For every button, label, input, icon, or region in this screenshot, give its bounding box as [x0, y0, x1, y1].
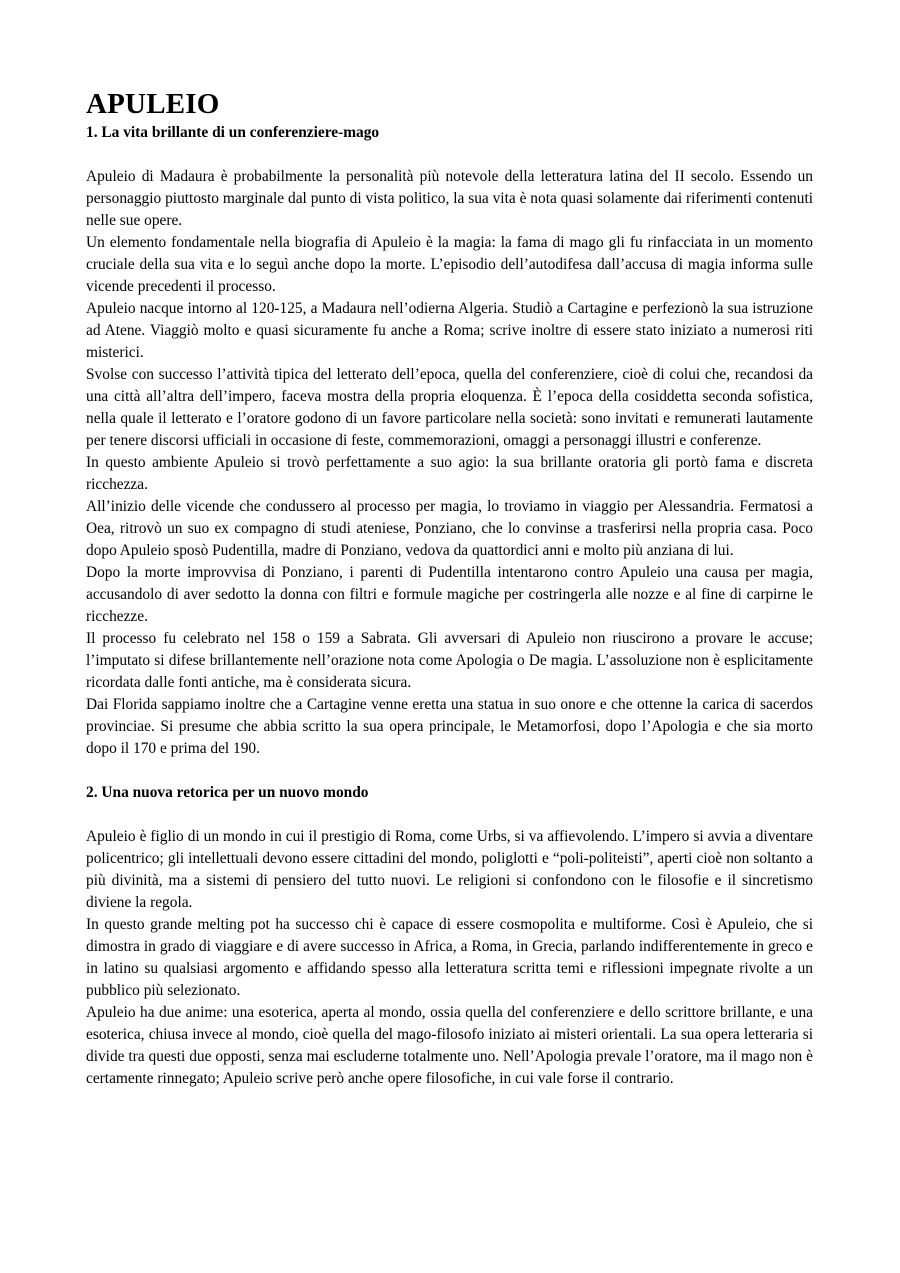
- blank-line: [86, 760, 813, 782]
- blank-line: [86, 144, 813, 166]
- paragraph: Dai Florida sappiamo inoltre che a Cartagine venne eretta una statua in suo onore e che ottenne la carica di sacerdos provinciae. Si presume che abbia scritto la sua opera principale, le Metamorfosi, dopo l’Apologia e che sia morto dopo il 170 e prima del 190.: [86, 696, 813, 757]
- section-vita: [86, 122, 813, 760]
- blank-line: [86, 804, 813, 826]
- document-title: APULEIO: [86, 88, 220, 120]
- section-heading: 2. Una nuova retorica per un nuovo mondo: [86, 784, 369, 801]
- paragraph: Apuleio di Madaura è probabilmente la personalità più notevole della letteratura latina del II secolo. Essendo un personaggio piuttosto marginale dal punto di vista politico, la sua vita è nota quasi solamente dai riferimenti contenuti nelle sue opere.: [86, 168, 813, 229]
- paragraph: Apuleio è figlio di un mondo in cui il prestigio di Roma, come Urbs, si va affievolendo. L’impero si avvia a diventare policentrico; gli intellettuali devono essere cittadini del mondo, poliglotti e “poli-politeisti”, aperti cioè non soltanto a più divinità, ma a sistemi di pensiero del tutto nuovi. Le religioni si confondono con le filosofie e il sincretismo diviene la regola.: [86, 828, 813, 911]
- paragraph: Svolse con successo l’attività tipica del letterato dell’epoca, quella del conferenziere, cioè di colui che, recandosi da una città all’altra dell’impero, faceva mostra della propria eloquenza. È l’epoca della cosiddetta seconda sofistica, nella quale il letterato e l’oratore godono di un favore particolare nella società: sono invitati e remunerati lautamente per tenere discorsi ufficiali in occasione di feste, commemorazioni, omaggi a personaggi illustri e conferenze.: [86, 366, 813, 449]
- section-heading: 1. La vita brillante di un conferenziere-mago: [86, 124, 380, 141]
- paragraph: Apuleio nacque intorno al 120-125, a Madaura nell’odierna Algeria. Studiò a Cartagine e perfezionò la sua istruzione ad Atene. Viaggiò molto e quasi sicuramente fu anche a Roma; scrive inoltre di essere stato iniziato a numerosi riti misterici.: [86, 300, 813, 361]
- paragraph: Il processo fu celebrato nel 158 o 159 a Sabrata. Gli avversari di Apuleio non riuscirono a provare le accuse; l’imputato si difese brillantemente nell’orazione nota come Apologia o De magia. L’assoluzione non è esplicitamente ricordata dalle fonti antiche, ma è considerata sicura.: [86, 630, 813, 691]
- document-page: [86, 86, 813, 1090]
- section-retorica: [86, 782, 813, 1090]
- paragraph: Un elemento fondamentale nella biografia di Apuleio è la magia: la fama di mago gli fu rinfacciata in un momento cruciale della sua vita e lo seguì anche dopo la morte. L’episodio dell’autodifesa dall’accusa di magia informa sulle vicende precedenti il processo.: [86, 234, 813, 295]
- paragraph: All’inizio delle vicende che condussero al processo per magia, lo troviamo in viaggio per Alessandria. Fermatosi a Oea, ritrovò un suo ex compagno di studi ateniese, Ponziano, che lo convinse a trasferirsi nella propria casa. Poco dopo Apuleio sposò Pudentilla, madre di Ponziano, vedova da quattordici anni e molto più anziana di lui.: [86, 498, 813, 559]
- paragraph: Dopo la morte improvvisa di Ponziano, i parenti di Pudentilla intentarono contro Apuleio una causa per magia, accusandolo di aver sedotto la donna con filtri e formule magiche per costringerla alle nozze e al fine di carpirne le ricchezze.: [86, 564, 813, 625]
- paragraph: Apuleio ha due anime: una esoterica, aperta al mondo, ossia quella del conferenziere e dello scrittore brillante, e una esoterica, chiusa invece al mondo, cioè quella del mago-filosofo iniziato ai misteri orientali. La sua opera letteraria si divide tra questi due opposti, senza mai escluderne totalmente uno. Nell’Apologia prevale l’oratore, ma il mago non è certamente rinnegato; Apuleio scrive però anche opere filosofiche, in cui vale forse il contrario.: [86, 1004, 813, 1087]
- paragraph: In questo grande melting pot ha successo chi è capace di essere cosmopolita e multiforme. Così è Apuleio, che si dimostra in grado di viaggiare e di avere successo in Africa, a Roma, in Grecia, parlando indifferentemente in greco e in latino su qualsiasi argomento e affidando spesso alla letteratura scritta temi e riflessioni impegnate rivolte a un pubblico più selezionato.: [86, 916, 813, 999]
- paragraph: In questo ambiente Apuleio si trovò perfettamente a suo agio: la sua brillante oratoria gli portò fama e discreta ricchezza.: [86, 454, 813, 493]
